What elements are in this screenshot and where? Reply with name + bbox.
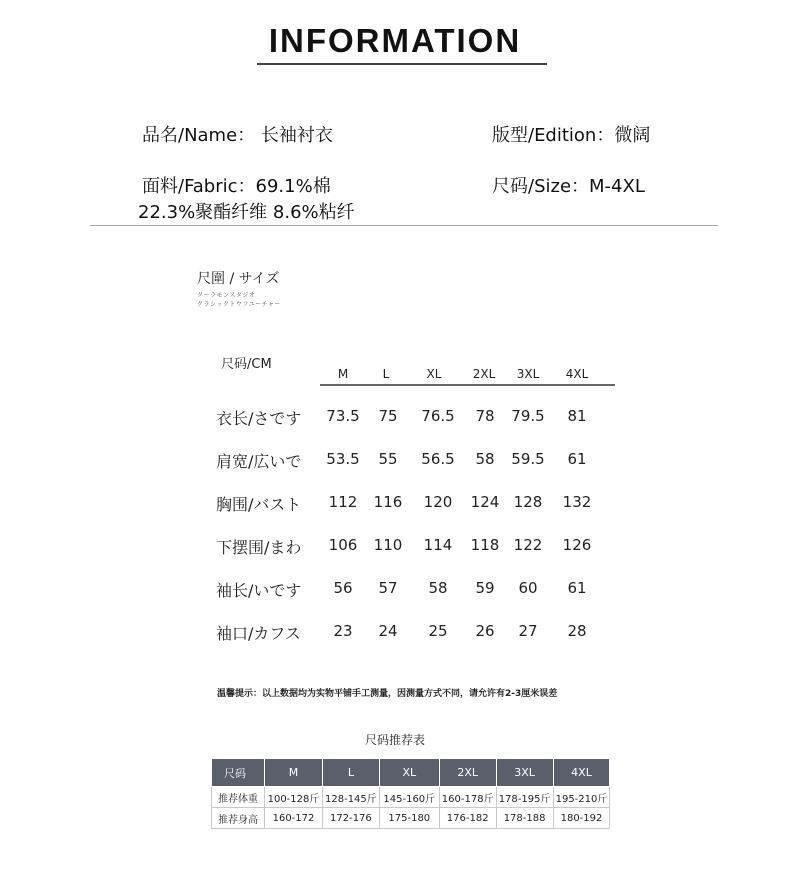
column-header-m: M [337, 367, 349, 381]
recommend-title: 尺码推荐表 [364, 733, 425, 747]
recommend-cell: 100-128斤 [265, 787, 323, 808]
recommend-cell: 145-160斤 [379, 787, 439, 808]
column-header-xl: XL [426, 367, 442, 381]
measurement-cell: 25 [428, 622, 448, 640]
measurement-cell: 23 [333, 622, 353, 640]
recommend-table [211, 758, 610, 829]
measurement-cell: 73.5 [326, 407, 360, 425]
title-underline [257, 63, 547, 65]
measurement-cell: 55 [378, 450, 398, 468]
measurement-cell: 79.5 [511, 407, 545, 425]
product-name: 品名/Name： 长袖衬衣 [142, 125, 333, 146]
recommend-cell: 195-210斤 [553, 787, 610, 808]
recommend-cell: 128-145斤 [323, 787, 380, 808]
row-label: 下摆围/まわ [216, 538, 302, 557]
recommend-header-cell: L [323, 759, 380, 787]
recommend-cell: 175-180 [379, 808, 439, 829]
measurement-cell: 118 [470, 536, 500, 554]
measurement-cell: 61 [567, 450, 587, 468]
measurement-cell: 27 [518, 622, 538, 640]
measurement-cell: 110 [373, 536, 403, 554]
recommend-header-cell: M [265, 759, 323, 787]
recommend-header-cell: 2XL [439, 759, 496, 787]
recommend-cell: 推荐体重 [212, 787, 265, 808]
measurement-cell: 53.5 [326, 450, 360, 468]
product-edition: 版型/Edition：微阔 [492, 125, 651, 146]
recommend-row-weight [212, 787, 610, 808]
measurement-cell: 58 [428, 579, 448, 597]
section-divider [90, 225, 718, 226]
size-chart-subtitle-1: クーラモンスタジオ [197, 292, 256, 299]
measurement-cell: 24 [378, 622, 398, 640]
header-rule [320, 384, 615, 386]
measurement-note: 温馨提示：以上数据均为实物平铺手工测量，因测量方式不同，请允许有2-3厘米误差 [217, 689, 558, 699]
measurement-cell: 56 [333, 579, 353, 597]
recommend-cell: 172-176 [323, 808, 380, 829]
recommend-header-cell: 3XL [496, 759, 553, 787]
measurement-cell: 78 [475, 407, 495, 425]
measurement-cell: 132 [562, 493, 592, 511]
row-label: 肩宽/広いで [216, 452, 302, 471]
column-header-2xl: 2XL [472, 367, 496, 381]
measurement-cell: 81 [567, 407, 587, 425]
measurement-cell: 106 [328, 536, 358, 554]
column-header-3xl: 3XL [516, 367, 540, 381]
measurement-cell: 26 [475, 622, 495, 640]
product-fabric: 面料/Fabric：69.1%棉 [142, 176, 331, 197]
row-label: 胸围/バスト [216, 495, 302, 514]
measurement-cell: 28 [567, 622, 587, 640]
row-label: 袖长/いです [216, 581, 302, 600]
recommend-cell: 160-172 [265, 808, 323, 829]
recommend-header-cell: 尺码 [212, 759, 265, 787]
recommend-cell: 180-192 [553, 808, 610, 829]
product-fabric-detail: 22.3%聚酯纤维 8.6%粘纤 [138, 202, 355, 223]
size-chart-heading: 尺圍 / サイズ [197, 271, 280, 287]
measurement-cell: 76.5 [421, 407, 455, 425]
recommend-row-height [212, 808, 610, 829]
measurement-cell: 56.5 [421, 450, 455, 468]
page-title: INFORMATION [268, 22, 522, 59]
row-label: 袖口/カフス [216, 624, 301, 643]
measurement-cell: 114 [423, 536, 453, 554]
recommend-cell: 178-195斤 [496, 787, 553, 808]
measurement-cell: 58 [475, 450, 495, 468]
measurement-cell: 128 [513, 493, 543, 511]
measurement-cell: 60 [518, 579, 538, 597]
product-size-range: 尺码/Size：M-4XL [492, 176, 645, 197]
recommend-header-cell: 4XL [553, 759, 610, 787]
measurement-cell: 75 [378, 407, 398, 425]
measurement-cell: 59.5 [511, 450, 545, 468]
measurement-cell: 124 [470, 493, 500, 511]
measurement-cell: 112 [328, 493, 358, 511]
column-header-l: L [382, 367, 390, 381]
size-chart-subtitle-2: クラシックトウフユーチャー [197, 301, 281, 308]
measurement-cell: 122 [513, 536, 543, 554]
measurement-cell: 126 [562, 536, 592, 554]
column-header-4xl: 4XL [565, 367, 589, 381]
recommend-cell: 178-188 [496, 808, 553, 829]
recommend-cell: 176-182 [439, 808, 496, 829]
measurement-cell: 120 [423, 493, 453, 511]
recommend-cell: 推荐身高 [212, 808, 265, 829]
recommend-header-row [212, 759, 610, 787]
row-label: 衣长/さです [216, 409, 302, 428]
recommend-header-cell: XL [379, 759, 439, 787]
measurement-cell: 59 [475, 579, 495, 597]
unit-label: 尺码/CM [221, 357, 272, 372]
measurement-cell: 61 [567, 579, 587, 597]
measurement-cell: 57 [378, 579, 398, 597]
measurement-cell: 116 [373, 493, 403, 511]
recommend-cell: 160-178斤 [439, 787, 496, 808]
